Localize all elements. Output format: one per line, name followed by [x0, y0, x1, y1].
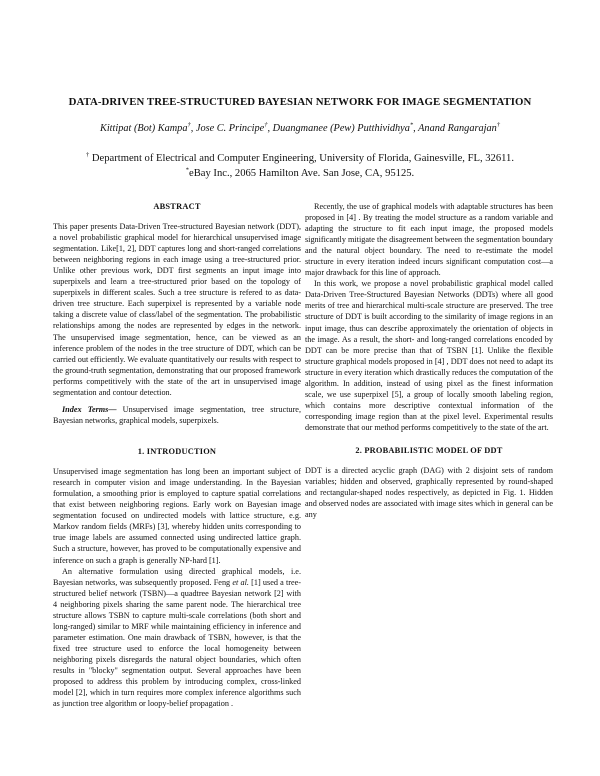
intro-paragraph-2 [53, 566, 301, 710]
author-mark: † [496, 121, 501, 129]
index-terms [53, 404, 301, 426]
model-heading: 2. PROBABILISTIC MODEL OF DDT [355, 445, 503, 455]
affiliation-line [30, 166, 570, 181]
abstract-text: This paper presents Data-Driven Tree-structured Bayesian network (DDT), a novel probabilistic graphical model for hierarchical unsupervised image segmentation. Like[1, 2], DDT captures long and short-ranged correlations between neighboring regions in each image using a tree-structured prior. Unlike other previous work, DDT first segments an input image into superpixels and learn a tree-structured prior based on the topology of superpixels in different scales. Such a tree structure is refered to as data-driven tree structure. Each superpixel is represented by a variable node taking a discrete value of class/label of the segmentation. The probabilistic relationships among the nodes are represented by edges in the network. The unsupervised image segmentation, hence, can be viewed as an inference problem of the nodes in the tree structure of DDT, which can be carried out efficiently. We evaluate quantitatively our results with respect to the ground-truth segmentation, demonstrating that our proposed framework performs competitively with the state of the art in unsupervised image segmentation and contour detection. [53, 222, 301, 397]
author-name: Jose C. Principe [195, 123, 265, 134]
affiliations [30, 151, 570, 181]
index-terms-label: Index Terms— [62, 404, 117, 414]
intro-paragraph-4: In this work, we propose a novel probabilistic graphical model called Data-Driven Tree-Structured Bayesian Networks (DDTs) where all good merits of tree and hierarchical multi-scale structure are preserved. The tree structure of DDT is built according to the similarity of image regions in an input image, thus can describe approximately the orientation of objects in the image. As a result, the short- and long-ranged correlations encoded by DDT can be more precise than that of TSBN [1]. Unlike the flexible structure graphical models proposed in [4] , DDT does not need to adapt its structure in every iteration which drastically reduces the computation of the algorithm. In addition, instead of using pixel as the finest information scale, we use superpixel [5], a group of locally smooth labeling region, which contains more descriptive contextual information of the corresponding image region than at the pixel level. Experimental results demonstrate that our method performs competitively to the state of the art. [305, 279, 553, 432]
abstract-heading: ABSTRACT [153, 202, 201, 211]
author-name: Kittipat (Bot) Kampa [99, 123, 188, 134]
paper-title: DATA-DRIVEN TREE-STRUCTURED BAYESIAN NETWORK FOR IMAGE SEGMENTATION [68, 96, 532, 108]
author-mark: * [409, 121, 414, 129]
author-name: Anand Rangarajan [418, 123, 497, 134]
right-column [305, 201, 553, 520]
author-list: Kittipat (Bot) Kampa†, Jose C. Principe†, Duangmanee (Pew) Putthividhya*, Anand Rangarajan† [99, 121, 501, 134]
intro-paragraph-3: Recently, the use of graphical models with adaptable structures has been proposed in [4] . By treating the model structure as a random variable and adapting the structure to fit each input image, the proposed models significantly mitigate the disagreement between the segmentation boundary and the natural object boundary. The need to re-estimate the model structure in every iteration indeed incurs significant computation cost—a major drawback for this line of approach. [305, 202, 553, 278]
model-paragraph-1: DDT is a directed acyclic graph (DAG) with 2 disjoint sets of random variables; hidden and observed, graphically represented by round-shaped and rectangular-shaped nodes respectively, as depicted in Fig. 1. Hidden and observed nodes are associated with image sites which in general can be any [305, 466, 553, 520]
intro-paragraph-2-a: An alternative formulation using directed graphical models, i.e. Bayesian networks, was subsequently proposed. Feng [53, 566, 301, 587]
intro-paragraph-2-b: [1] used a tree-structured belief network (TSBN)—a quadtree Bayesian network [2] with 4 neighboring pixels sharing the same parent node. The hierarchical tree structure allows TSBN to capture multi-scale correlations (both short and long-ranged) similar to MRF while maintaining efficiency in inference and parameter estimation. One main drawback of TSBN, however, is that the fixed tree structure used to enforce the local homogeneity between neighboring pixels disregards the natural object boundaries, which often results in "blocky" segmentation output. Several approaches have been proposed to address this problem by introducing complex, cross-linked model [2], which in turn requires more complex inference algorithms such as junction tree algorithm or loopy-belief propagation . [53, 577, 302, 709]
author-name: Duangmanee (Pew) Putthividhya [272, 123, 410, 134]
intro-paragraph-1: Unsupervised image segmentation has long been an important subject of research in computer vision and image understanding. In the Bayesian formulation, a smoothing prior is employed to capture spatial correlations that exist between neighboring regions. Early work on Bayesian image segmentation focused on undirected models with lattice structure, e.g. Markov random fields (MRFs) [3], whereby hidden units corresponding to true image labels are assumed connected using undirected lattice graph. Such a structure, however, has proved to be computationally expensive and inference on such a graph is generally NP-hard [1]. [53, 467, 301, 565]
left-column [53, 201, 301, 709]
affiliation-mark: † [86, 151, 90, 159]
affiliation-text: Department of Electrical and Computer Engineering, University of Florida, Gainesville, FL, 32611. [91, 153, 514, 164]
author-mark: † [187, 121, 191, 129]
affiliation-mark: * [185, 166, 190, 174]
index-terms-text: Unsupervised image segmentation, tree structure, Bayesian networks, graphical models, superpixels. [53, 404, 301, 425]
intro-heading: 1. INTRODUCTION [137, 447, 217, 457]
affiliation-text: eBay Inc., 2065 Hamilton Ave. San Jose, CA, 95125. [189, 168, 415, 179]
intro-paragraph-2-etal: et al. [232, 577, 249, 587]
affiliation-line [30, 151, 570, 166]
author-mark: † [264, 121, 268, 129]
